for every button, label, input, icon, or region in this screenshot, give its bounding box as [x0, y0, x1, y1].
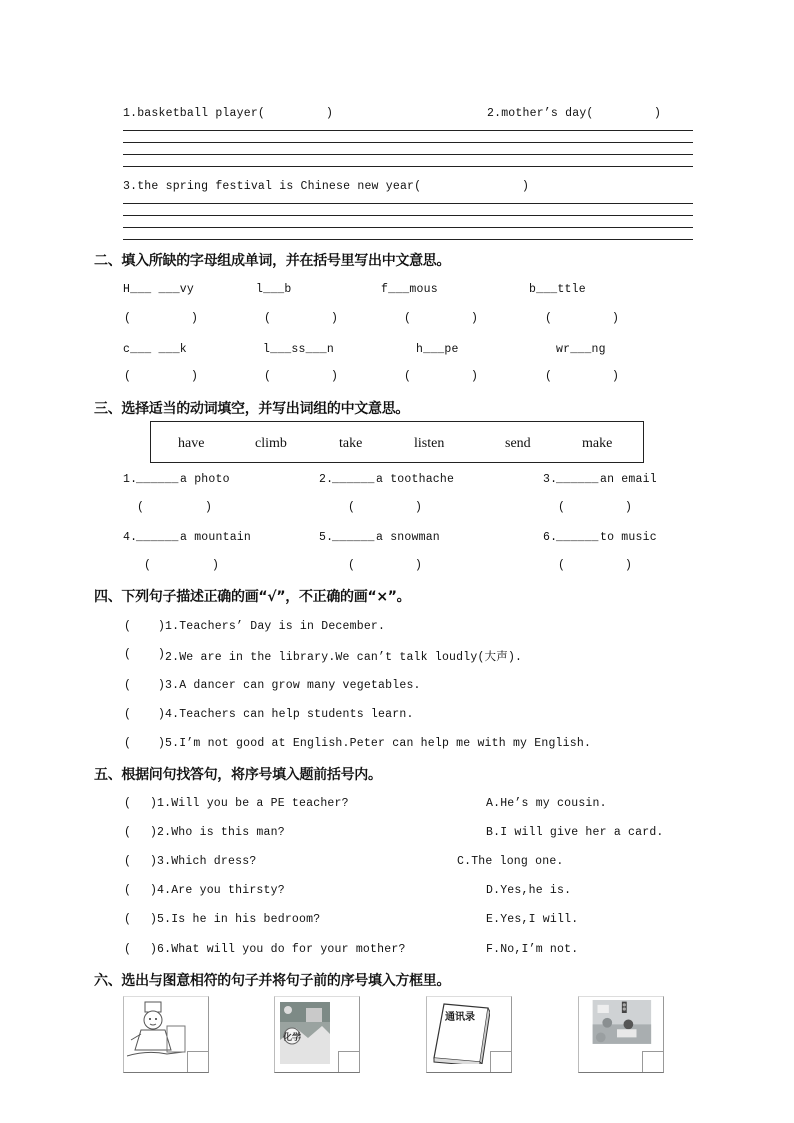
- verb-blank[interactable]: ______: [136, 473, 179, 486]
- section-2-title: 二、填入所缺的字母组成单词，并在括号里写出中文意思。: [94, 253, 451, 269]
- item-3-paren-close: ): [522, 180, 530, 193]
- statement: 4.Teachers can help students learn.: [165, 708, 414, 721]
- paren-open: (: [137, 501, 145, 514]
- paren-open: (: [264, 312, 272, 325]
- answer-paren-close: ): [150, 797, 158, 810]
- item-number: 4.: [123, 531, 138, 544]
- word-bank-item: make: [582, 436, 613, 451]
- paren-close: ): [415, 559, 423, 572]
- paren-open: (: [545, 312, 553, 325]
- paren-close: ): [331, 312, 339, 325]
- answer-paren-close: ): [150, 826, 158, 839]
- verb-blank[interactable]: ______: [556, 473, 599, 486]
- answer-paren-close: ): [150, 913, 158, 926]
- item-2-label: 2.mother’s day(: [487, 107, 594, 120]
- writing-line[interactable]: [123, 203, 693, 204]
- phrase: a toothache: [376, 473, 455, 486]
- item-1-paren-close: ): [326, 107, 334, 120]
- word-bank-item: send: [505, 436, 531, 451]
- paren-close: ): [191, 370, 199, 383]
- answer-paren-open[interactable]: (: [124, 737, 132, 750]
- section-4-title: 四、下列句子描述正确的画“√”，不正确的画“×”。: [94, 589, 411, 605]
- answer-paren-close: ): [158, 737, 166, 750]
- answer-box[interactable]: [338, 1051, 359, 1072]
- doctor-picture: [123, 996, 209, 1073]
- writing-line[interactable]: [123, 130, 693, 131]
- answer-option: D.Yes,he is.: [486, 884, 572, 897]
- writing-line[interactable]: [123, 142, 693, 143]
- paren-close: ): [471, 370, 479, 383]
- section-3-title: 三、选择适当的动词填空，并写出词组的中文意思。: [94, 401, 410, 417]
- answer-paren-close: ): [150, 884, 158, 897]
- answer-paren-close: ): [150, 855, 158, 868]
- paren-close: ): [612, 312, 620, 325]
- street-scene-icon: [582, 1000, 652, 1052]
- answer-paren-open[interactable]: (: [124, 855, 132, 868]
- address-book-icon: [430, 1000, 490, 1064]
- paren-close: ): [612, 370, 620, 383]
- svg-text:通讯录: 通讯录: [445, 1012, 475, 1023]
- word-blank[interactable]: wr___ng: [556, 343, 606, 356]
- paren-open: (: [144, 559, 152, 572]
- answer-box[interactable]: [642, 1051, 663, 1072]
- paren-open: (: [348, 501, 356, 514]
- answer-paren-open[interactable]: (: [124, 826, 132, 839]
- verb-blank[interactable]: ______: [332, 473, 375, 486]
- item-3-label: 3.the spring festival is Chinese new year(: [123, 180, 422, 193]
- phrase: a snowman: [376, 531, 440, 544]
- paren-close: ): [212, 559, 220, 572]
- book-cover-icon: [278, 1000, 338, 1064]
- word-blank[interactable]: H___ ___vy: [123, 283, 195, 296]
- paren-close: ): [205, 501, 213, 514]
- svg-text:化学: 化学: [282, 1033, 302, 1043]
- word-blank[interactable]: l___ss___n: [263, 343, 335, 356]
- item-number: 2.: [319, 473, 334, 486]
- item-2-paren-close: ): [654, 107, 662, 120]
- word-blank[interactable]: b___ttle: [529, 283, 586, 296]
- answer-paren-close: ): [158, 620, 166, 633]
- answer-paren-open[interactable]: (: [124, 708, 132, 721]
- phrase: an email: [600, 473, 657, 486]
- chemistry-book-picture: [274, 996, 360, 1073]
- address-book-picture: [426, 996, 512, 1073]
- answer-option: E.Yes,I will.: [486, 913, 579, 926]
- statement: 1.Teachers’ Day is in December.: [165, 620, 386, 633]
- item-number: 5.: [319, 531, 334, 544]
- answer-option: C.The long one.: [457, 855, 564, 868]
- answer-option: A.He’s my cousin.: [486, 797, 607, 810]
- answer-paren-open[interactable]: (: [124, 620, 132, 633]
- paren-close: ): [471, 312, 479, 325]
- paren-close: ): [625, 559, 633, 572]
- paren-open: (: [558, 501, 566, 514]
- paren-open: (: [558, 559, 566, 572]
- answer-paren-close: ): [150, 943, 158, 956]
- writing-line[interactable]: [123, 215, 693, 216]
- writing-line[interactable]: [123, 239, 693, 240]
- answer-paren-close: ): [158, 708, 166, 721]
- question: 5.Is he in his bedroom?: [157, 913, 321, 926]
- writing-line[interactable]: [123, 154, 693, 155]
- paren-open: (: [404, 370, 412, 383]
- answer-paren-open[interactable]: (: [124, 648, 132, 661]
- phrase: a mountain: [180, 531, 252, 544]
- paren-open: (: [124, 312, 132, 325]
- phrase: a photo: [180, 473, 230, 486]
- verb-blank[interactable]: ______: [332, 531, 375, 544]
- paren-close: ): [625, 501, 633, 514]
- section-5-title: 五、根据问句找答句，将序号填入题前括号内。: [94, 767, 382, 783]
- answer-option: B.I will give her a card.: [486, 826, 664, 839]
- item-number: 1.: [123, 473, 138, 486]
- paren-open: (: [348, 559, 356, 572]
- verb-blank[interactable]: ______: [556, 531, 599, 544]
- doctor-icon: [127, 1000, 187, 1064]
- word-bank-item: take: [339, 436, 363, 451]
- answer-paren-open[interactable]: (: [124, 797, 132, 810]
- item-1-label: 1.basketball player(: [123, 107, 266, 120]
- paren-open: (: [264, 370, 272, 383]
- answer-paren-open[interactable]: (: [124, 913, 132, 926]
- question: 2.Who is this man?: [157, 826, 285, 839]
- writing-line[interactable]: [123, 166, 693, 167]
- word-bank-item: climb: [255, 436, 287, 451]
- answer-paren-close: ): [158, 679, 166, 692]
- word-blank[interactable]: f___mous: [381, 283, 438, 296]
- paren-open: (: [545, 370, 553, 383]
- statement: 5.I’m not good at English.Peter can help me with my English.: [165, 737, 592, 750]
- paren-open: (: [404, 312, 412, 325]
- writing-line[interactable]: [123, 227, 693, 228]
- answer-paren-open[interactable]: (: [124, 679, 132, 692]
- paren-open: (: [124, 370, 132, 383]
- word-blank[interactable]: c___ ___k: [123, 343, 187, 356]
- question: 6.What will you do for your mother?: [157, 943, 406, 956]
- word-bank-item: have: [178, 436, 205, 451]
- item-number: 6.: [543, 531, 558, 544]
- statement: 3.A dancer can grow many vegetables.: [165, 679, 421, 692]
- answer-box[interactable]: [187, 1051, 208, 1072]
- item-number: 3.: [543, 473, 558, 486]
- word-bank-item: listen: [414, 436, 445, 451]
- paren-close: ): [415, 501, 423, 514]
- verb-blank[interactable]: ______: [136, 531, 179, 544]
- question: 3.Which dress?: [157, 855, 257, 868]
- statement: 2.We are in the library.We can’t talk loudly(大声).: [165, 651, 523, 664]
- paren-close: ): [191, 312, 199, 325]
- answer-paren-open[interactable]: (: [124, 884, 132, 897]
- answer-box[interactable]: [490, 1051, 511, 1072]
- traffic-street-picture: [578, 996, 664, 1073]
- word-blank[interactable]: h___pe: [416, 343, 459, 356]
- paren-close: ): [331, 370, 339, 383]
- word-bank-box: [150, 421, 644, 463]
- section-6-title: 六、选出与图意相符的句子并将句子前的序号填入方框里。: [94, 973, 451, 989]
- answer-paren-open[interactable]: (: [124, 943, 132, 956]
- word-blank[interactable]: l___b: [256, 283, 292, 296]
- answer-option: F.No,I’m not.: [486, 943, 579, 956]
- phrase: to music: [600, 531, 657, 544]
- question: 4.Are you thirsty?: [157, 884, 285, 897]
- question: 1.Will you be a PE teacher?: [157, 797, 349, 810]
- answer-paren-close: ): [158, 648, 166, 661]
